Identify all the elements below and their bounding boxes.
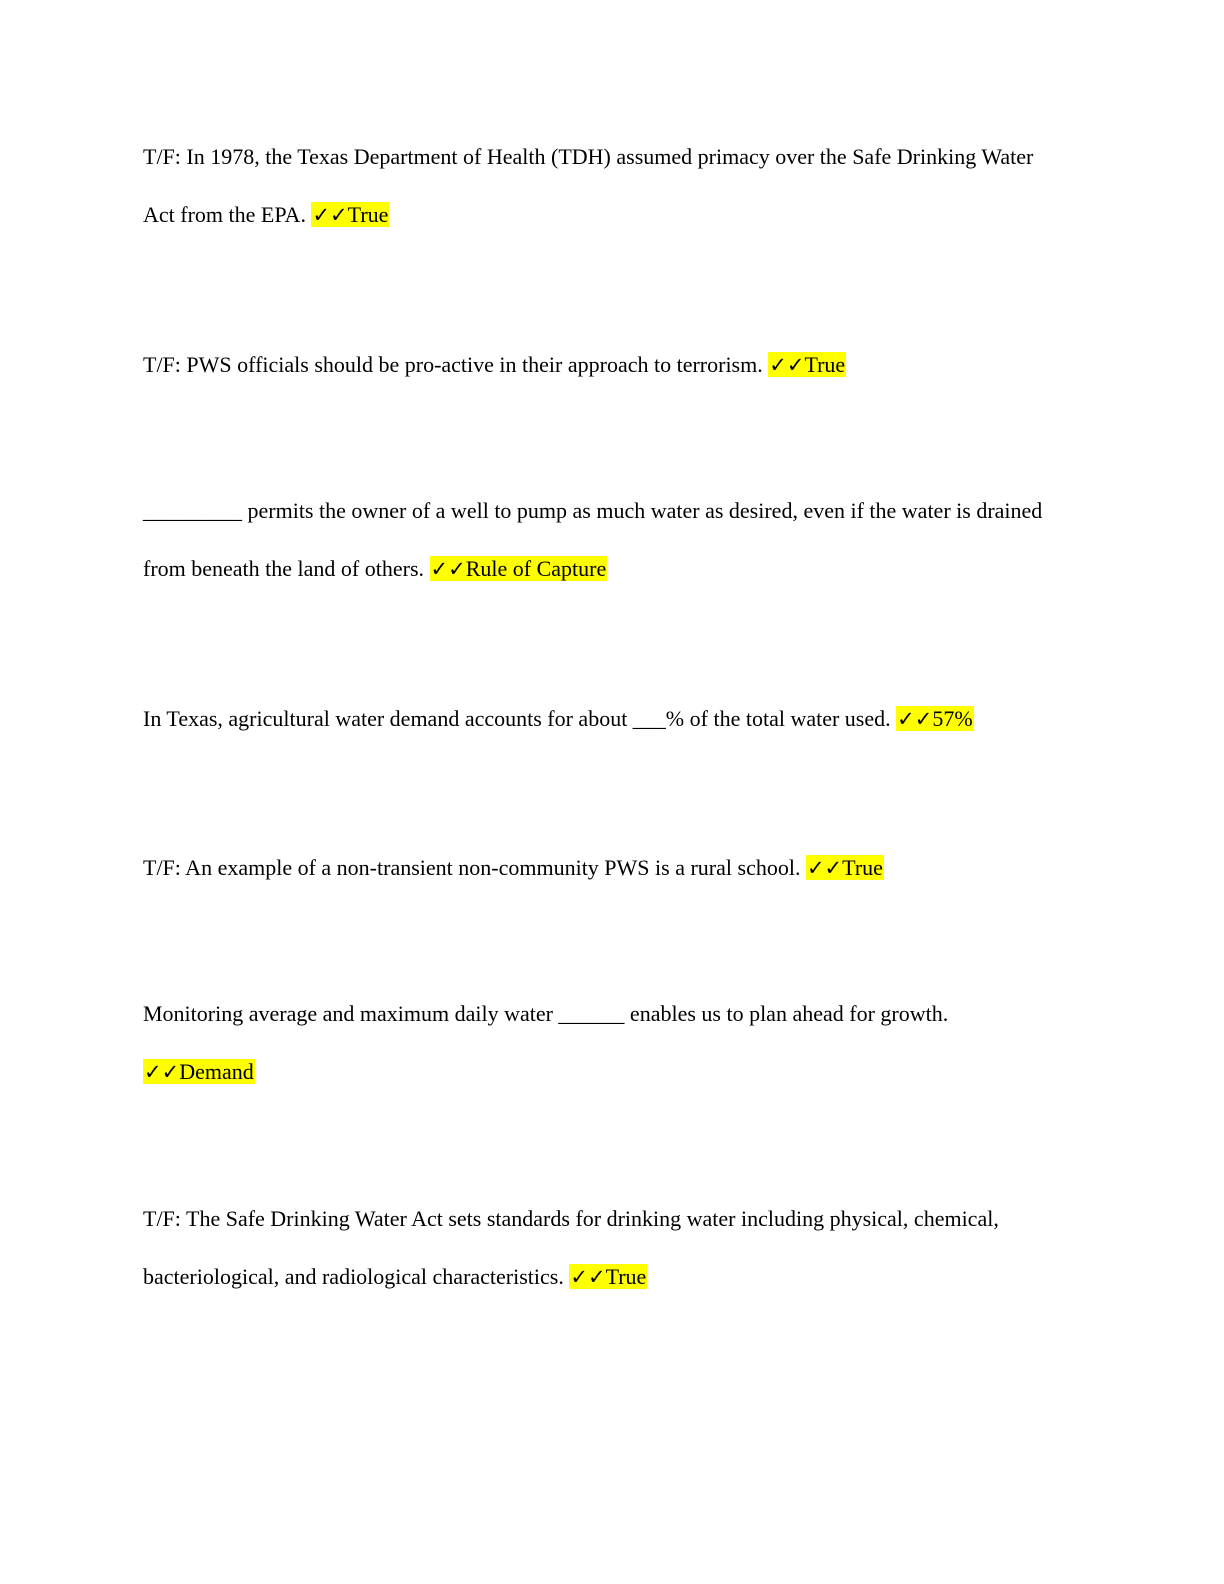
double-check-icon: ✓✓ [430,557,466,581]
double-check-icon: ✓✓ [312,203,348,227]
answer-highlight [569,1264,647,1289]
question-2 [143,336,1063,394]
double-check-icon: ✓✓ [769,353,805,377]
answer-text: Rule of Capture [465,556,607,581]
question-1 [143,128,1063,244]
answer-highlight [896,706,974,731]
answer-highlight [143,1059,255,1084]
answer-highlight [768,352,846,377]
double-check-icon: ✓✓ [570,1265,606,1289]
answer-text: True [842,855,883,880]
question-text: T/F: In 1978, the Texas Department of Health (TDH) assumed primacy over the Safe Drinking Water Act from the EPA. [143,144,1034,227]
question-text: _________ permits the owner of a well to pump as much water as desired, even if the water is drained from beneath the land of others. [143,498,1043,581]
question-7 [143,1190,1063,1306]
question-text: T/F: PWS officials should be pro-active in their approach to terrorism. [143,352,763,377]
question-5 [143,839,1063,897]
answer-text: True [347,202,389,227]
answer-text: True [804,352,846,377]
double-check-icon: ✓✓ [144,1060,180,1084]
question-4 [143,690,1063,748]
question-text: T/F: The Safe Drinking Water Act sets standards for drinking water including physical, chemical, bacteriological, and radiological characteristics. [143,1206,999,1289]
answer-highlight [806,855,884,880]
question-text: In Texas, agricultural water demand accounts for about ___% of the total water used. [143,706,891,731]
question-text: T/F: An example of a non-transient non-community PWS is a rural school. [143,855,801,880]
answer-text: True [605,1264,647,1289]
double-check-icon: ✓✓ [806,856,843,880]
answer-highlight [311,202,389,227]
double-check-icon: ✓✓ [897,707,933,731]
answer-text: Demand [179,1059,254,1084]
answer-text: 57% [932,706,973,731]
question-text: Monitoring average and maximum daily water ______ enables us to plan ahead for growth. [143,1001,949,1026]
answer-highlight [430,556,608,581]
question-6 [143,985,1063,1101]
question-3 [143,482,1063,598]
